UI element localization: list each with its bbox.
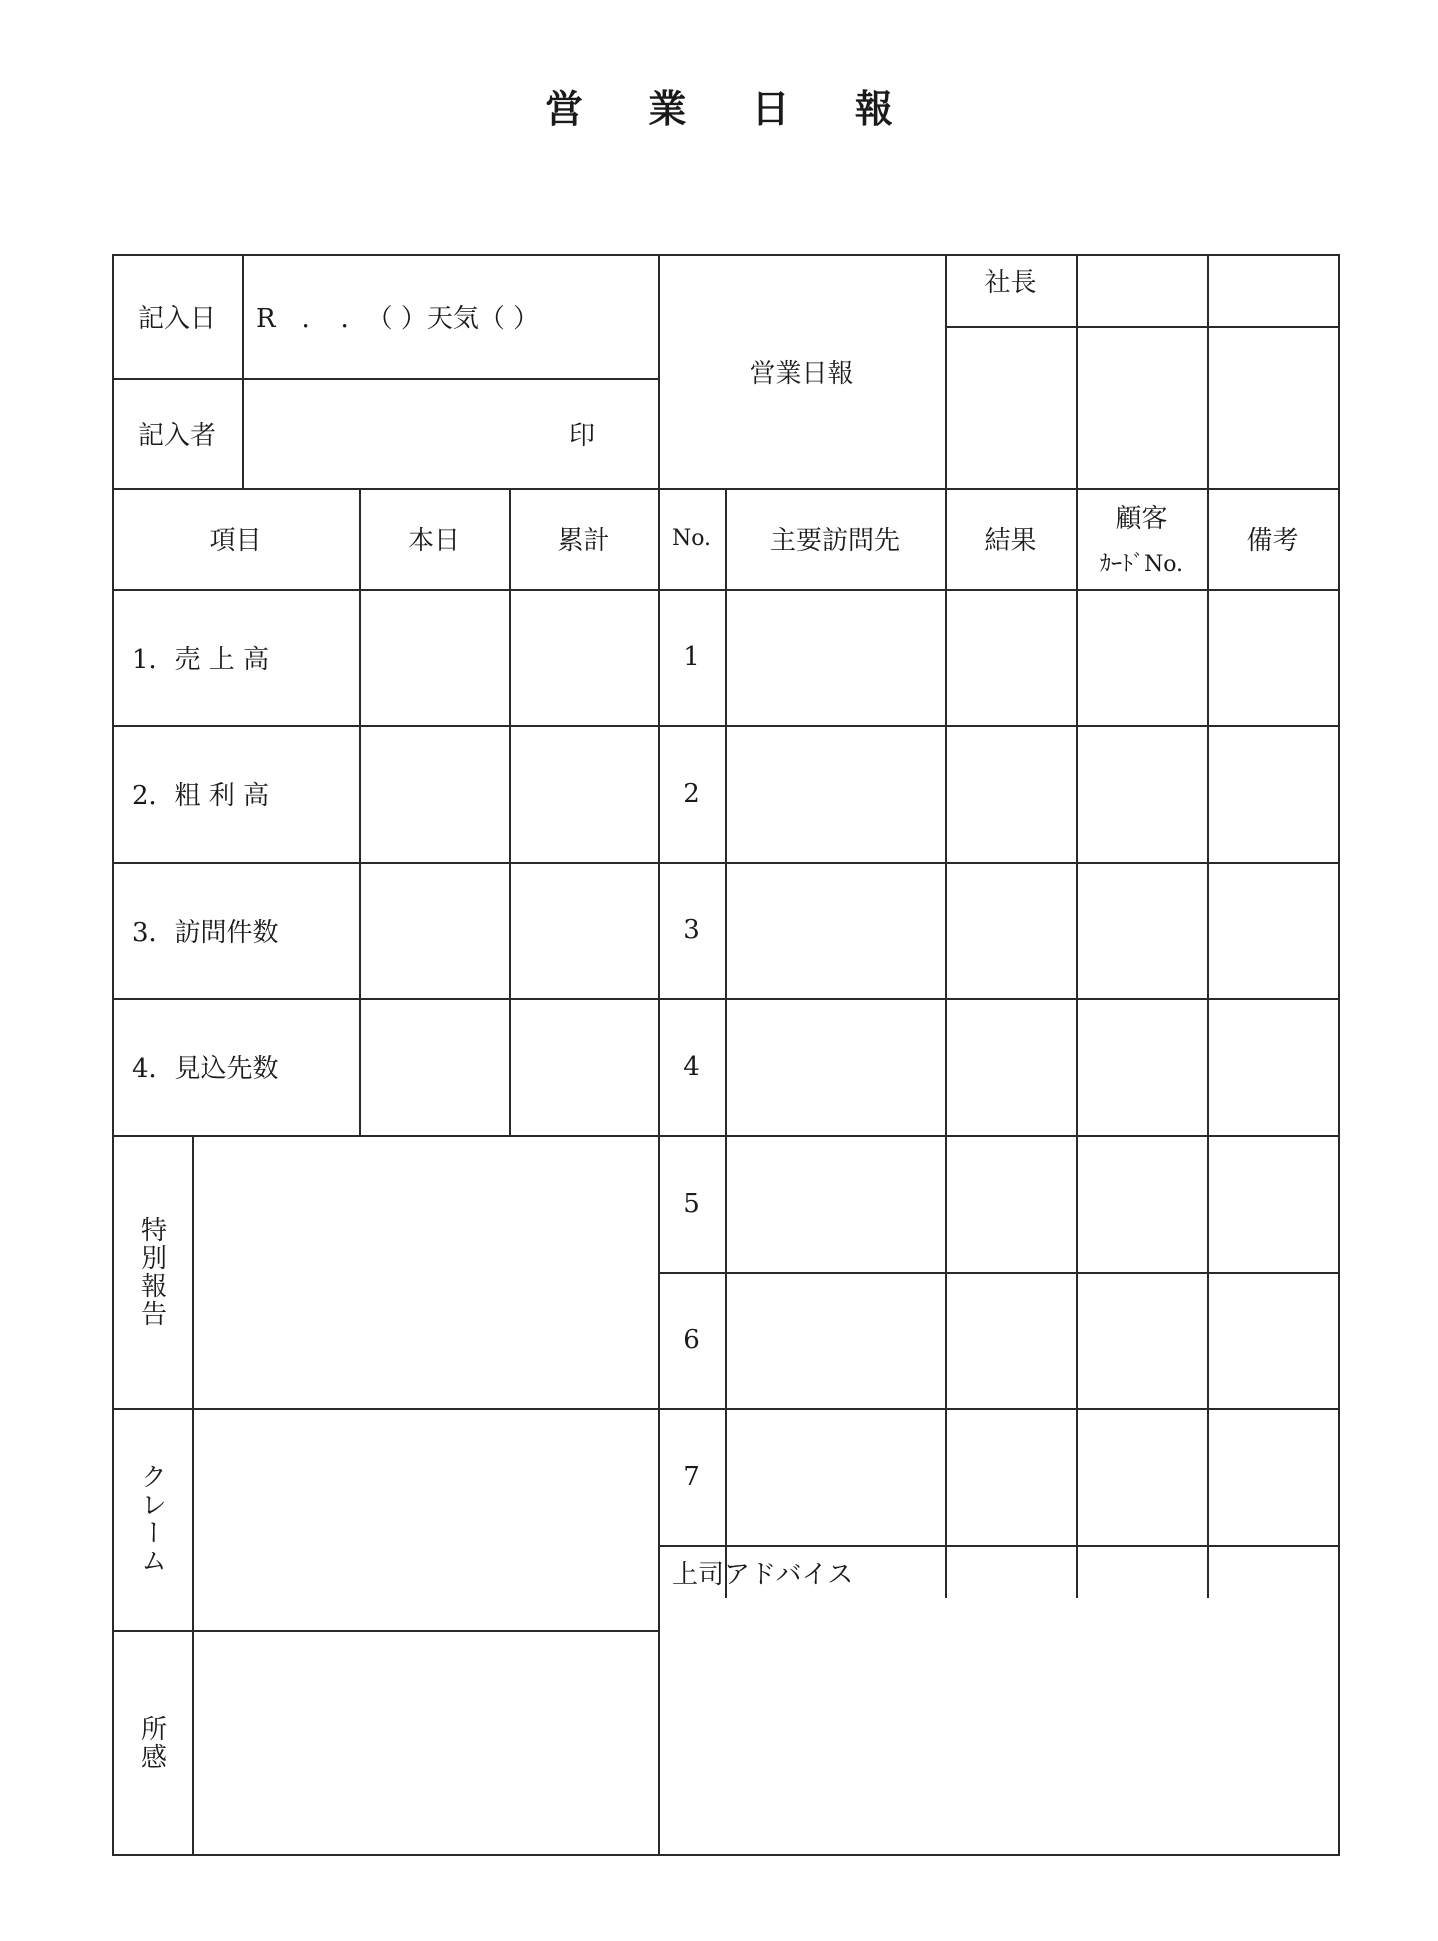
divider [1076, 254, 1078, 1598]
impression-label: 所感 [136, 1715, 167, 1771]
special-report-label: 特別報告 [136, 1215, 167, 1328]
header-customer-line2: ｶｰﾄﾞNo. [1099, 551, 1184, 577]
writer-label: 記入者 [137, 420, 216, 451]
header-item: 項目 [209, 526, 262, 556]
divider [112, 1630, 658, 1632]
divider [242, 254, 244, 488]
row-number-4: 4 [683, 1051, 700, 1082]
claim-label: クレーム [136, 1463, 167, 1575]
border-bottom [112, 1854, 1340, 1856]
entry-date-label: 記入日 [137, 303, 216, 334]
divider [658, 1545, 1340, 1547]
header-cumulative: 累計 [557, 526, 610, 556]
header-remarks: 備考 [1246, 526, 1299, 556]
president-label: 社長 [984, 267, 1037, 298]
divider [945, 326, 1340, 328]
divider [1207, 254, 1209, 1598]
divider [658, 1272, 1340, 1274]
row-sales-label: 1．売 上 高 [132, 644, 270, 675]
header-customer-line1: 顧客 [1115, 503, 1168, 534]
row-number-6: 6 [683, 1325, 700, 1355]
divider [112, 1408, 658, 1410]
divider [658, 1408, 1340, 1410]
header-destination: 主要訪問先 [769, 526, 900, 556]
page-title: 営 業 日 報 [545, 86, 919, 131]
row-number-7: 7 [683, 1461, 700, 1492]
row-number-3: 3 [683, 915, 700, 945]
form-name: 営業日報 [749, 358, 854, 389]
divider [945, 254, 947, 1598]
seal-label: 印 [568, 420, 595, 451]
divider [192, 1135, 194, 1856]
row-number-2: 2 [683, 778, 700, 809]
report-form [112, 254, 1340, 1856]
row-gross-profit-label: 2．粗 利 高 [132, 781, 270, 811]
header-no: No. [671, 526, 712, 551]
row-number-5: 5 [683, 1188, 700, 1219]
row-visits-label: 3．訪問件数 [132, 917, 279, 948]
entry-date-value[interactable]: R ． ． （ ）天気（ ） [256, 303, 540, 334]
header-result: 結果 [984, 526, 1037, 556]
header-today: 本日 [407, 526, 460, 556]
border-right [1338, 254, 1340, 1856]
advice-label: 上司アドバイス [672, 1560, 854, 1590]
row-prospects-label: 4．見込先数 [132, 1054, 279, 1084]
divider [725, 488, 727, 1598]
row-number-1: 1 [683, 642, 700, 672]
